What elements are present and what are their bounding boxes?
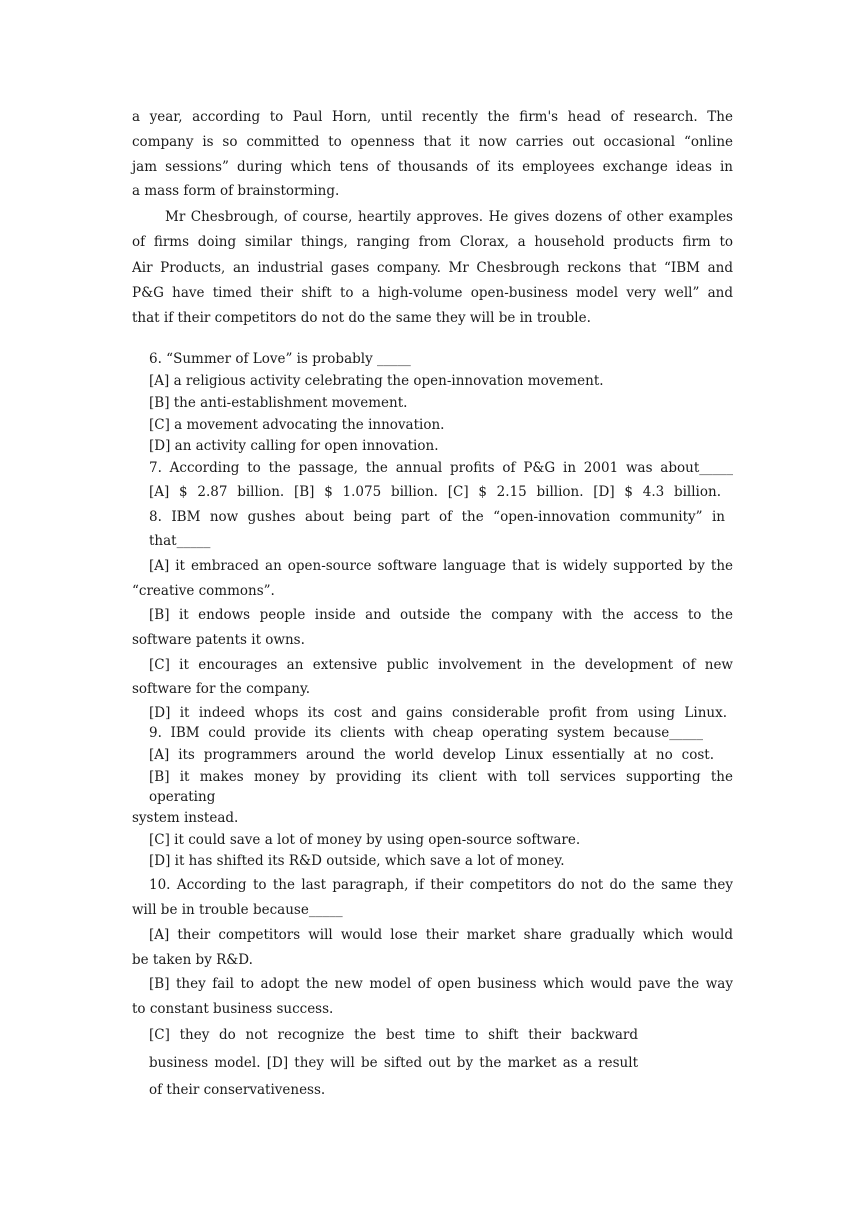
- option-line: operating: [149, 789, 216, 805]
- passage-line: that if their competitors do not do the same they will be in trouble.: [132, 310, 591, 326]
- question-6: 6. “Summer of Love” is probably _____: [149, 351, 411, 367]
- option-line: [D] it indeed whops its cost and gains considerable profit from using Linux.: [149, 705, 727, 721]
- option-line: [C] they do not recognize the best time to shift their backward: [149, 1027, 638, 1043]
- passage-line: jam sessions” during which tens of thousands of its employees exchange ideas in: [132, 159, 733, 175]
- option-line: business model. [D] they will be sifted out by the market as a result: [149, 1055, 638, 1071]
- option-line: to constant business success.: [132, 1001, 334, 1017]
- option-line: [A] a religious activity celebrating the open-innovation movement.: [149, 373, 604, 389]
- passage-line: Mr Chesbrough, of course, heartily approves. He gives dozens of other examples: [165, 209, 733, 225]
- option-line: software for the company.: [132, 681, 311, 697]
- option-line: [B] the anti-establishment movement.: [149, 395, 408, 411]
- option-line: software patents it owns.: [132, 632, 305, 648]
- option-line: [D] it has shifted its R&D outside, which save a lot of money.: [149, 853, 565, 869]
- option-line: [A] their competitors will would lose their market share gradually which would: [149, 927, 733, 943]
- passage-line: a year, according to Paul Horn, until recently the firm's head of research. The: [132, 109, 733, 125]
- passage-line: P&G have timed their shift to a high-volume open-business model very well” and: [132, 285, 733, 301]
- passage-line: of firms doing similar things, ranging from Clorax, a household products firm to: [132, 234, 733, 250]
- passage-line: Air Products, an industrial gases company. Mr Chesbrough reckons that “IBM and: [132, 260, 733, 276]
- option-line: [B] it makes money by providing its client with toll services supporting the: [149, 769, 733, 785]
- option-line: system instead.: [132, 810, 239, 826]
- option-line: of their conservativeness.: [149, 1082, 326, 1098]
- option-line: [D] an activity calling for open innovation.: [149, 438, 439, 454]
- option-line: [B] they fail to adopt the new model of open business which would pave the way: [149, 976, 733, 992]
- option-line: [C] it could save a lot of money by using open-source software.: [149, 832, 581, 848]
- option-line: [C] it encourages an extensive public involvement in the development of new: [149, 657, 733, 673]
- option-line: [B] it endows people inside and outside the company with the access to the: [149, 607, 733, 623]
- option-line: [A] its programmers around the world develop Linux essentially at no cost.: [149, 747, 714, 763]
- option-line: be taken by R&D.: [132, 952, 253, 968]
- question-9: 9. IBM could provide its clients with cheap operating system because_____: [149, 725, 703, 741]
- option-line: [A] it embraced an open-source software language that is widely supported by the: [149, 558, 733, 574]
- question-10: 10. According to the last paragraph, if their competitors do not do the same they: [149, 877, 733, 893]
- question-7: 7. According to the passage, the annual profits of P&G in 2001 was about_____: [149, 460, 733, 476]
- option-line: [C] a movement advocating the innovation.: [149, 417, 445, 433]
- option-line: “creative commons”.: [132, 583, 275, 599]
- question-8: 8. IBM now gushes about being part of the “open-innovation community” in: [149, 509, 725, 525]
- passage-line: a mass form of brainstorming.: [132, 183, 340, 199]
- question-line: that_____: [149, 533, 211, 549]
- passage-line: company is so committed to openness that it now carries out occasional “online: [132, 134, 733, 150]
- question-line: will be in trouble because_____: [132, 902, 343, 918]
- option-line: [A] $ 2.87 billion. [B] $ 1.075 billion. [C] $ 2.15 billion. [D] $ 4.3 billion.: [149, 484, 721, 500]
